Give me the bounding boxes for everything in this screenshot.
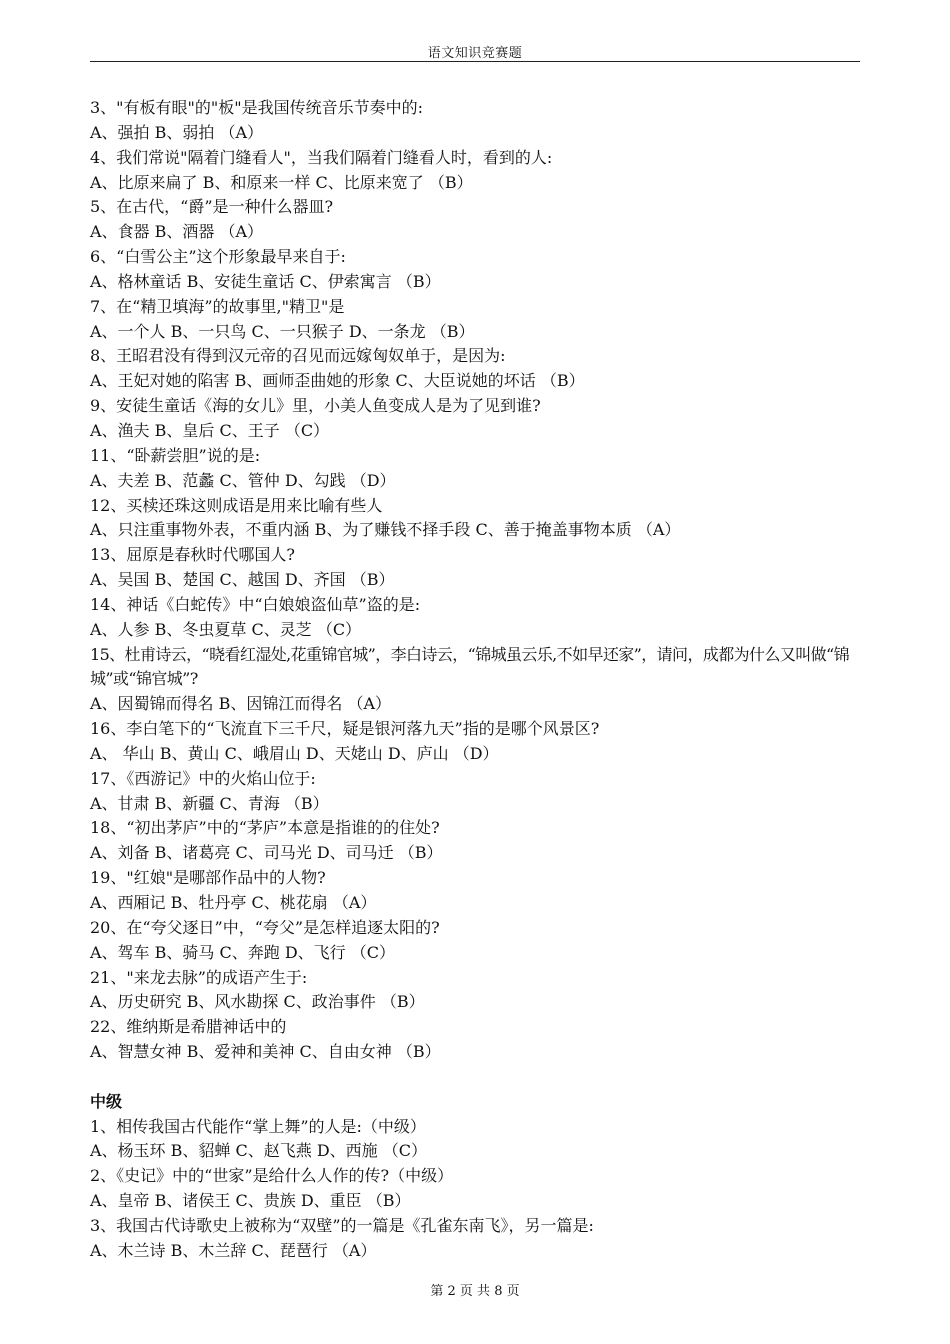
document-body bbox=[90, 96, 862, 1264]
text-line: A、智慧女神 B、爱神和美神 C、自由女神 （B） bbox=[90, 1042, 441, 1062]
text-line: A、只注重事物外表，不重内涵 B、为了赚钱不择手段 C、善于掩盖事物本质 （A） bbox=[90, 520, 681, 540]
text-line: 12、买椟还珠这则成语是用来比喻有些人 bbox=[90, 495, 383, 515]
question-block-primary-continued bbox=[90, 692, 862, 1065]
text-line: A、木兰诗 B、木兰辞 C、琵琶行 （A） bbox=[90, 1240, 377, 1260]
text-line: 5、在古代，“爵”是一种什么器皿? bbox=[90, 197, 334, 217]
page-header: 语文知识竞赛题 bbox=[427, 46, 523, 61]
text-line: A、人参 B、冬虫夏草 C、灵芝 （C） bbox=[90, 619, 362, 639]
text-line: A、王妃对她的陷害 B、画师歪曲她的形象 C、大臣说她的坏话 （B） bbox=[90, 371, 585, 391]
text-line: 14、神话《白蛇传》中“白娘娘盗仙草”盗的是: bbox=[90, 594, 421, 614]
text-line: A、杨玉环 B、貂蝉 C、赵飞燕 D、西施 （C） bbox=[90, 1141, 427, 1161]
text-line: 8、王昭君没有得到汉元帝的召见而远嫁匈奴单于，是因为: bbox=[90, 346, 506, 366]
text-line: 4、我们常说"隔着门缝看人"，当我们隔着门缝看人时，看到的人: bbox=[90, 147, 553, 167]
text-line: 18、“初出茅庐”中的“茅庐”本意是指谁的的住处? bbox=[90, 818, 440, 838]
text-line: A、夫差 B、范蠡 C、管仲 D、勾践 （D） bbox=[90, 470, 396, 490]
text-line: 21、"来龙去脉”的成语产生于: bbox=[90, 967, 308, 987]
text-line: A、一个人 B、一只鸟 C、一只猴子 D、一条龙 （B） bbox=[90, 321, 475, 341]
text-line: 16、李白笔下的“飞流直下三千尺，疑是银河落九天”指的是哪个风景区? bbox=[90, 719, 600, 739]
text-line: 13、屈原是春秋时代哪国人? bbox=[90, 545, 295, 565]
question-block-intermediate bbox=[90, 1115, 862, 1264]
text-line: A、西厢记 B、牡丹亭 C、桃花扇 （A） bbox=[90, 893, 377, 912]
text-line: A、格林童话 B、安徒生童话 C、伊索寓言 （B） bbox=[90, 271, 441, 291]
text-line: 9、安徒生童话《海的女儿》里，小美人鱼变成人是为了见到谁? bbox=[90, 396, 541, 416]
text-line: A、历史研究 B、风水勘探 C、政治事件 （B） bbox=[90, 992, 425, 1012]
text-line: 11、“卧薪尝胆”说的是: bbox=[90, 445, 261, 465]
text-line: 20、在“夸父逐日”中，“夸父”是怎样追逐太阳的? bbox=[90, 917, 440, 937]
text-line: 3、"有板有眼"的"板"是我国传统音乐节奏中的: bbox=[90, 98, 424, 117]
text-line: 6、“白雪公主”这个形象最早来自于: bbox=[90, 247, 346, 267]
text-line: A、吴国 B、楚国 C、越国 D、齐国 （B） bbox=[90, 570, 395, 590]
text-line: A、食器 B、酒器 （A） bbox=[90, 222, 264, 242]
text-line: A、强拍 B、弱拍 （A） bbox=[90, 122, 264, 142]
text-line: 19、"红娘"是哪部作品中的人物? bbox=[90, 868, 326, 888]
question-15-text: 15、杜甫诗云，“晓看红湿处,花重锦官城”，李白诗云，“锦城虽云乐,不如早还家”，请问，成都为什么又叫做“锦城”或“锦官城”? bbox=[90, 644, 850, 689]
text-line: 7、在“精卫填海”的故事里,"精卫"是 bbox=[90, 296, 345, 316]
header-divider bbox=[90, 61, 860, 62]
text-line: A、刘备 B、诸葛亮 C、司马光 D、司马迁 （B） bbox=[90, 843, 443, 863]
text-line: A、驾车 B、骑马 C、奔跑 D、飞行 （C） bbox=[90, 942, 395, 962]
text-line: A、因蜀锦而得名 B、因锦江而得名 （A） bbox=[90, 694, 392, 714]
text-line: 17、《西游记》中的火焰山位于: bbox=[90, 768, 316, 788]
text-line: 3、我国古代诗歌史上被称为“双壁”的一篇是《孔雀东南飞》，另一篇是: bbox=[90, 1215, 594, 1235]
text-line: A、皇帝 B、诸侯王 C、贵族 D、重臣 （B） bbox=[90, 1191, 411, 1211]
question-block-primary bbox=[90, 96, 862, 643]
text-line: A、比原来扁了 B、和原来一样 C、比原来宽了 （B） bbox=[90, 172, 473, 192]
text-line: A、 华山 B、黄山 C、峨眉山 D、天姥山 D、庐山 （D） bbox=[90, 743, 499, 763]
text-line: 2、《史记》中的“世家”是给什么人作的传?（中级） bbox=[90, 1166, 454, 1186]
page-footer: 第 2 页 共 8 页 bbox=[430, 1284, 520, 1299]
text-line: 22、维纳斯是希腊神话中的 bbox=[90, 1017, 287, 1037]
section-spacer bbox=[90, 1065, 862, 1090]
section-title: 中级 bbox=[90, 1091, 123, 1111]
text-line: 1、相传我国古代能作“掌上舞”的人是:（中级） bbox=[90, 1116, 426, 1136]
text-line: A、甘肃 B、新疆 C、青海 （B） bbox=[90, 793, 329, 813]
text-line: A、渔夫 B、皇后 C、王子 （C） bbox=[90, 420, 330, 440]
